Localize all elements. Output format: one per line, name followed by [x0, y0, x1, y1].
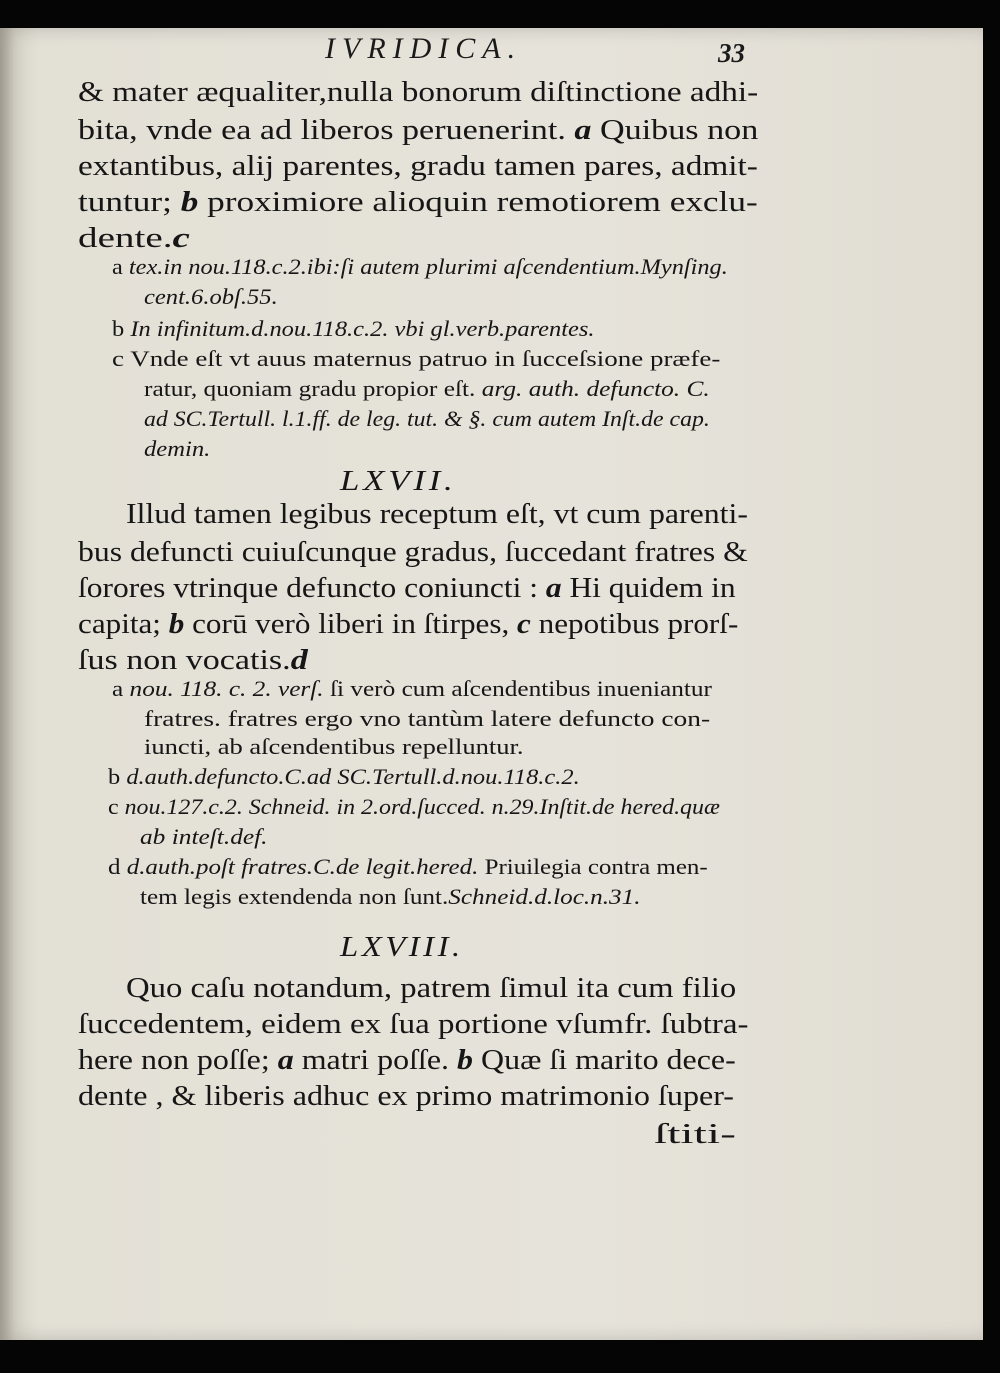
- text-line: [78, 1046, 736, 1075]
- text-segment: ad SC.Tertull. l.1.ff. de leg. tut. & §. cum autem Inſt.de cap.: [144, 406, 710, 431]
- text-segment: tem legis extendenda non ſunt.: [140, 884, 449, 909]
- text-segment: cent.6.obſ.55.: [144, 284, 278, 309]
- text-segment: Priuilegia contra men-: [478, 854, 708, 879]
- footnote-marker: d: [290, 644, 308, 676]
- footnote-line: [144, 286, 278, 308]
- text-segment: ſorores vtrinque defuncto coniuncti :: [78, 572, 546, 604]
- text-segment: a: [112, 254, 129, 279]
- text-segment: ſus non vocatis.: [78, 644, 291, 676]
- text-line: [78, 78, 758, 107]
- text-line: [654, 1120, 736, 1149]
- footnote-line: [144, 408, 710, 430]
- text-line: [78, 1010, 749, 1039]
- text-segment: tex.in nou.118.c.2.ibi:ſi autem plurimi aſcendentium.Mynſing.: [128, 254, 728, 279]
- text-line: [78, 646, 308, 675]
- text-segment: dente.: [78, 222, 173, 254]
- text-segment: Hi quidem in: [561, 572, 736, 604]
- text-segment: Quo caſu notandum, patrem ſimul ita cum filio: [126, 972, 737, 1004]
- footnote-line: [144, 708, 710, 730]
- text-segment: d.auth.poſt fratres.C.de legit.hered.: [126, 854, 479, 879]
- text-segment: nou. 118. c. 2. verſ.: [129, 676, 324, 701]
- footnote-line: [108, 796, 720, 818]
- text-segment: Illud tamen legibus receptum eſt, vt cum parenti-: [126, 498, 748, 530]
- footnote-line: [144, 736, 524, 758]
- text-segment: nou.127.c.2. Schneid. in 2.ord.ſucced. n.29.Inſtit.de hered.quæ: [124, 794, 720, 819]
- footnote-line: [108, 856, 708, 878]
- text-line: [78, 610, 738, 639]
- text-segment: matri poſſe.: [293, 1044, 458, 1076]
- text-segment: bus defuncti cuiuſcunque gradus, ſuccedant fratres &: [78, 536, 748, 568]
- footnote-marker: a: [277, 1044, 294, 1076]
- footnote-marker: b: [168, 608, 185, 640]
- text-segment: ratur, quoniam gradu propior eſt.: [144, 376, 482, 401]
- text-segment: tuntur;: [78, 186, 181, 218]
- text-segment: Quibus non: [591, 114, 759, 146]
- text-segment: c: [108, 794, 125, 819]
- text-segment: ab inteſt.def.: [140, 824, 268, 849]
- footnote-line: [112, 318, 594, 340]
- text-segment: here non poſſe;: [78, 1044, 278, 1076]
- footnote-marker: b: [180, 186, 199, 218]
- text-segment: bita, vnde ea ad liberos peruenerint.: [78, 114, 575, 146]
- footnote-marker: a: [574, 114, 592, 146]
- text-segment: extantibus, alij parentes, gradu tamen pares, admit-: [78, 150, 758, 182]
- text-segment: proximiore alioquin remotiorem exclu-: [198, 186, 758, 218]
- text-line: [78, 574, 736, 603]
- text-segment: d: [108, 854, 127, 879]
- page-number: 33: [718, 38, 745, 68]
- section-heading: [340, 468, 457, 496]
- text-segment: & mater æqualiter,nulla bonorum diſtinctione adhi-: [78, 76, 759, 108]
- footnote-line: [144, 378, 710, 400]
- text-segment: c Vnde eſt vt auus maternus patruo in ſucceſsione præfe-: [112, 346, 721, 371]
- footnote-line: [140, 826, 268, 848]
- text-line: [126, 500, 748, 529]
- footnote-line: [112, 348, 720, 370]
- footnote-marker: c: [517, 608, 531, 640]
- text-line: [78, 152, 758, 181]
- text-segment: In infinitum.d.nou.118.c.2. vbi gl.verb.parentes.: [130, 316, 595, 341]
- text-segment: b: [112, 316, 131, 341]
- text-segment: dente , & liberis adhuc ex primo matrimonio ſuper-: [78, 1080, 734, 1112]
- footnote-marker: a: [545, 572, 562, 604]
- text-segment: ſtiti-: [654, 1118, 736, 1150]
- text-segment: arg. auth. defuncto. C.: [481, 376, 710, 401]
- text-segment: d.auth.defuncto.C.ad SC.Tertull.d.nou.118.c.2.: [126, 764, 580, 789]
- text-segment: LXVIII.: [340, 932, 464, 963]
- footnote-line: [140, 886, 641, 908]
- text-segment: ſi verò cum aſcendentibus inueniantur: [323, 676, 712, 701]
- text-segment: fratres. fratres ergo vno tantùm latere defuncto con-: [144, 706, 711, 731]
- footnote-line: [112, 256, 728, 278]
- text-line: [78, 538, 748, 567]
- text-segment: nepotibus prorſ-: [530, 608, 739, 640]
- text-line: [126, 974, 736, 1003]
- text-line: [78, 116, 758, 145]
- section-heading: [340, 934, 464, 962]
- text-segment: corū verò liberi in ſtirpes,: [184, 608, 518, 640]
- text-segment: a: [112, 676, 130, 701]
- footnote-marker: b: [457, 1044, 474, 1076]
- text-line: [78, 1082, 734, 1111]
- footnote-line: [144, 438, 210, 460]
- running-head-title: IVRIDICA.: [325, 32, 523, 65]
- text-segment: Schneid.d.loc.n.31.: [448, 884, 641, 909]
- text-segment: LXVII.: [340, 466, 457, 497]
- text-segment: Quæ ſi marito dece-: [473, 1044, 736, 1076]
- text-segment: capita;: [78, 608, 169, 640]
- footnote-line: [108, 766, 580, 788]
- footnote-line: [112, 678, 712, 700]
- text-segment: demin.: [144, 436, 211, 461]
- footnote-marker: c: [172, 222, 190, 254]
- text-segment: b: [108, 764, 127, 789]
- book-page: [0, 28, 983, 1340]
- text-line: [78, 188, 758, 217]
- text-segment: iuncti, ab aſcendentibus repelluntur.: [144, 734, 524, 759]
- text-segment: ſuccedentem, eidem ex ſua portione vſumfr. ſubtra-: [78, 1008, 749, 1040]
- text-line: [78, 224, 190, 253]
